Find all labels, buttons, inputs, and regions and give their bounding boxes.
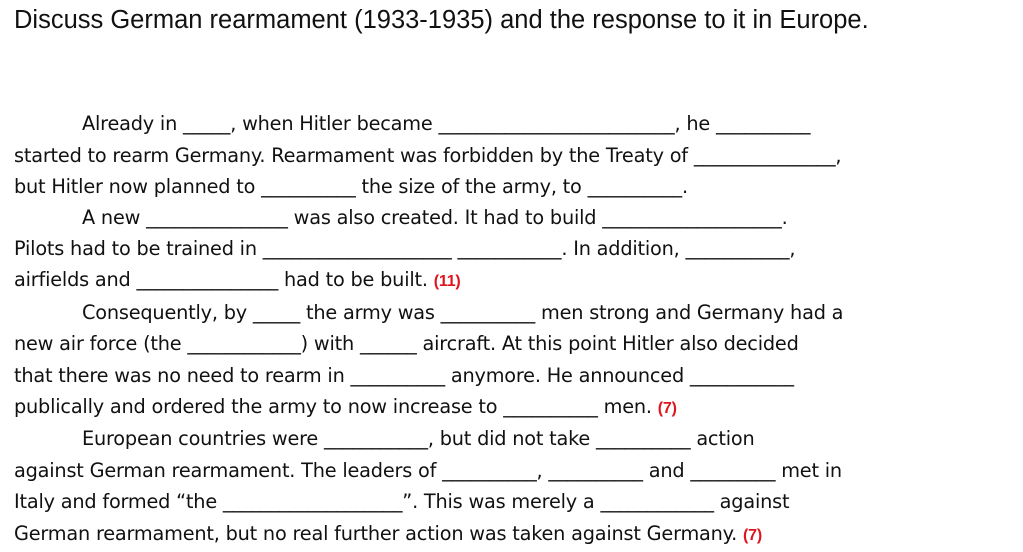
text-line: European countries were ___________, but did not take __________ action [82,427,755,450]
text-line: Pilots had to be trained in ____________________ ___________. In addition, ___________, [14,237,796,260]
text-line: publically and ordered the army to now increase to __________ men. [14,395,652,418]
question-title: Discuss German rearmament (1933-1935) and the response to it in Europe. [14,6,869,34]
text-line: but Hitler now planned to __________ the size of the army, to __________. [14,175,688,198]
text-line-with-score [14,391,677,422]
text-line: German rearmament, but no real further action was taken against Germany. [14,522,738,545]
score-label: (11) [433,273,461,290]
text-line: started to rearm Germany. Rearmament was forbidden by the Treaty of _______________, [14,144,842,167]
text-line: Consequently, by _____ the army was __________ men strong and Germany had a [82,301,844,324]
text-line: airfields and _______________ had to be built. [14,268,428,291]
text-line: new air force (the ____________) with ______ aircraft. At this point Hitler also decided [14,332,799,355]
text-line: against German rearmament. The leaders of __________, __________ and _________ met in [14,459,842,482]
score-label: (7) [657,400,677,417]
text-line-with-score [14,264,461,295]
text-line: that there was no need to rearm in __________ anymore. He announced ___________ [14,364,794,387]
text-line-with-score [14,518,762,549]
text-line: Already in _____, when Hitler became _________________________, he __________ [82,112,811,135]
text-line: Italy and formed “the ___________________”. This was merely a ____________ against [14,490,790,513]
text-line: A new _______________ was also created. It had to build ___________________. [82,206,788,229]
score-label: (7) [743,527,762,544]
